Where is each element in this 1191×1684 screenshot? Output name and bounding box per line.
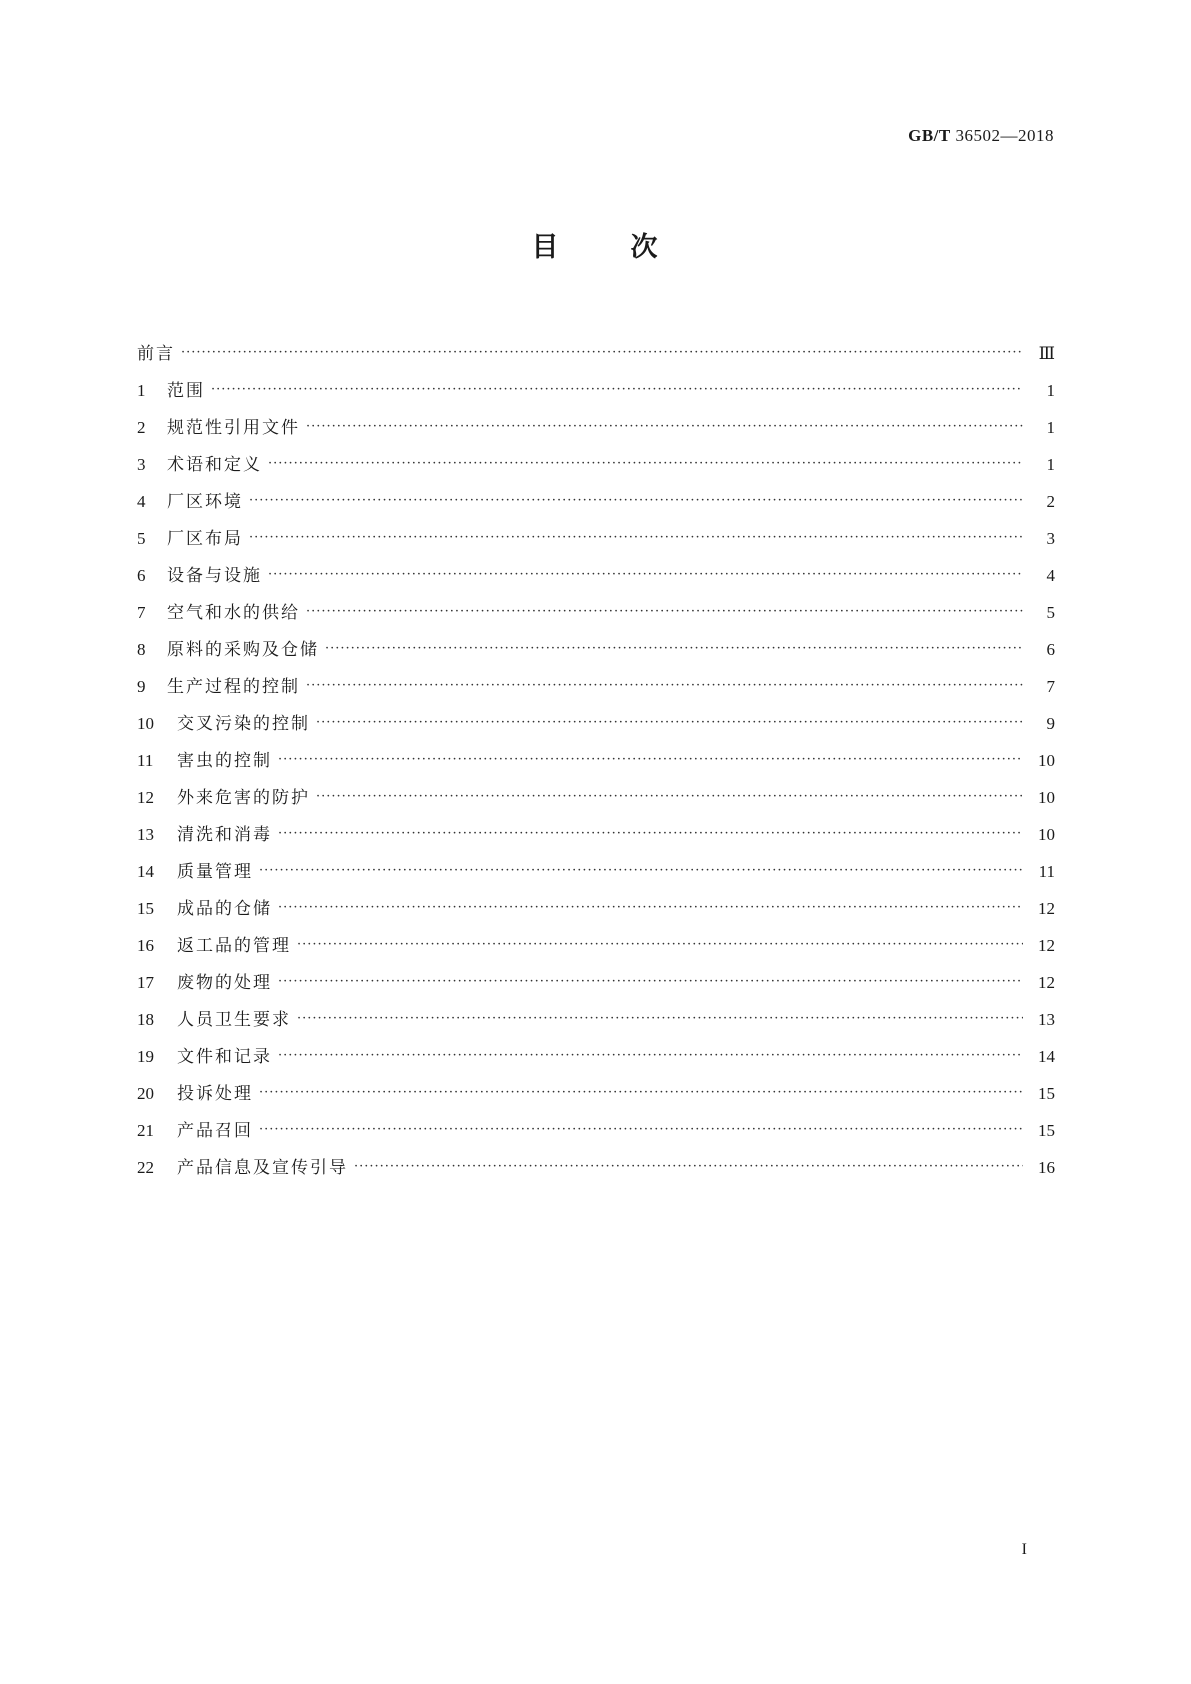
toc-entry-number: 8 (137, 640, 146, 659)
toc-entry-label: 质量管理 (177, 862, 253, 882)
toc-dot-leader (278, 1047, 1023, 1065)
toc-dot-leader (297, 936, 1023, 954)
toc-entry[interactable] (137, 365, 1055, 402)
toc-entry-label: 废物的处理 (177, 973, 272, 993)
toc-entry-label: 范围 (167, 381, 205, 401)
toc-dot-leader (325, 640, 1023, 658)
toc-entry-page: 12 (1038, 936, 1055, 955)
toc-entry[interactable] (137, 550, 1055, 587)
toc-entry-label: 返工品的管理 (177, 936, 291, 956)
standard-prefix: GB/T (908, 126, 951, 145)
toc-entry[interactable] (137, 513, 1055, 550)
toc-dot-leader (316, 714, 1023, 732)
toc-entry-number: 16 (137, 936, 154, 955)
toc-entry-number: 19 (137, 1047, 154, 1066)
toc-dot-leader (268, 566, 1023, 584)
toc-entry-page: 9 (1046, 714, 1055, 733)
toc-entry-page: 6 (1046, 640, 1055, 659)
page-title (0, 225, 1191, 264)
toc-entry-page: Ⅲ (1038, 344, 1055, 363)
toc-entry[interactable] (137, 1031, 1055, 1068)
toc-entry[interactable] (137, 1142, 1055, 1179)
toc-entry-number: 14 (137, 862, 154, 881)
toc-dot-leader (316, 788, 1023, 806)
toc-entry[interactable] (137, 439, 1055, 476)
toc-entry-page: 11 (1038, 862, 1055, 881)
toc-entry-label: 设备与设施 (167, 566, 262, 586)
toc-dot-leader (259, 1084, 1023, 1102)
page-title-char-1: 目 (531, 232, 561, 263)
standard-code (908, 126, 1054, 146)
toc-entry-page: 1 (1046, 455, 1055, 474)
toc-entry-number: 15 (137, 899, 154, 918)
toc-dot-leader (278, 899, 1023, 917)
page-number: I (1021, 1541, 1027, 1558)
toc-entry[interactable] (137, 809, 1055, 846)
toc-dot-leader (259, 1121, 1023, 1139)
toc-entry[interactable] (137, 957, 1055, 994)
toc-entry-number: 9 (137, 677, 146, 696)
toc-entry-page: 2 (1046, 492, 1055, 511)
toc-dot-leader (211, 381, 1023, 399)
toc-dot-leader (249, 492, 1023, 510)
toc-dot-leader (181, 344, 1023, 362)
toc-entry-number: 3 (137, 455, 146, 474)
page-title-char-2: 次 (630, 232, 660, 263)
toc-entry[interactable] (137, 735, 1055, 772)
toc-entry-number: 12 (137, 788, 154, 807)
toc-entry-page: 4 (1046, 566, 1055, 585)
toc-entry-page: 10 (1038, 788, 1055, 807)
toc-dot-leader (259, 862, 1023, 880)
toc-dot-leader (278, 825, 1023, 843)
toc-entry-number: 11 (137, 751, 154, 770)
toc-entry-label: 厂区布局 (167, 529, 243, 549)
toc-entry-number: 7 (137, 603, 146, 622)
toc-entry-page: 15 (1038, 1084, 1055, 1103)
toc-entry-number: 2 (137, 418, 146, 437)
toc-entry[interactable] (137, 772, 1055, 809)
toc-entry-page: 7 (1046, 677, 1055, 696)
toc-entry-label: 外来危害的防护 (177, 788, 310, 808)
toc-entry-label: 交叉污染的控制 (177, 714, 310, 734)
toc-dot-leader (297, 1010, 1023, 1028)
toc-entry-number: 20 (137, 1084, 154, 1103)
toc-entry-page: 5 (1046, 603, 1055, 622)
toc-entry-number: 1 (137, 381, 146, 400)
toc-dot-leader (249, 529, 1023, 547)
toc-entry-number: 6 (137, 566, 146, 585)
toc-entry-label: 厂区环境 (167, 492, 243, 512)
toc-dot-leader (278, 973, 1023, 991)
toc-entry-label: 前言 (137, 344, 175, 364)
toc-entry[interactable] (137, 402, 1055, 439)
toc-entry[interactable] (137, 846, 1055, 883)
toc-entry-number: 17 (137, 973, 154, 992)
toc-entry-number: 10 (137, 714, 154, 733)
toc-entry[interactable] (137, 1105, 1055, 1142)
toc-dot-leader (306, 603, 1023, 621)
standard-number: 36502—2018 (955, 126, 1054, 145)
toc-entry[interactable] (137, 920, 1055, 957)
toc-entry-label: 产品信息及宣传引导 (177, 1158, 348, 1178)
toc-entry-label: 生产过程的控制 (167, 677, 300, 697)
toc-entry[interactable] (137, 661, 1055, 698)
toc-dot-leader (278, 751, 1023, 769)
toc-entry-number: 18 (137, 1010, 154, 1029)
toc-entry-page: 1 (1046, 418, 1055, 437)
toc-entry-label: 成品的仓储 (177, 899, 272, 919)
toc-entry-page: 3 (1046, 529, 1055, 548)
toc-entry-label: 产品召回 (177, 1121, 253, 1141)
toc-entry-page: 12 (1038, 973, 1055, 992)
toc-entry-number: 4 (137, 492, 146, 511)
toc-entry-label: 清洗和消毒 (177, 825, 272, 845)
toc-entry-number: 21 (137, 1121, 154, 1140)
toc-entry-label: 空气和水的供给 (167, 603, 300, 623)
toc-entry-page: 15 (1038, 1121, 1055, 1140)
toc-entry-page: 1 (1046, 381, 1055, 400)
toc-entry-number: 13 (137, 825, 154, 844)
toc-entry-page: 16 (1038, 1158, 1055, 1177)
toc-dot-leader (268, 455, 1023, 473)
toc-entry[interactable] (137, 624, 1055, 661)
toc-entry[interactable] (137, 698, 1055, 735)
toc-entry[interactable] (137, 994, 1055, 1031)
toc-entry-page: 13 (1038, 1010, 1055, 1029)
toc-dot-leader (354, 1158, 1023, 1176)
table-of-contents (137, 328, 1055, 1179)
toc-entry-label: 原料的采购及仓储 (167, 640, 319, 660)
toc-entry-page: 14 (1038, 1047, 1055, 1066)
toc-entry-label: 文件和记录 (177, 1047, 272, 1067)
toc-entry-number: 22 (137, 1158, 154, 1177)
toc-entry-label: 害虫的控制 (177, 751, 272, 771)
toc-entry-page: 10 (1038, 751, 1055, 770)
toc-entry-foreword[interactable] (137, 328, 1055, 365)
toc-dot-leader (306, 418, 1023, 436)
toc-entry[interactable] (137, 587, 1055, 624)
toc-entry[interactable] (137, 883, 1055, 920)
toc-entry-label: 投诉处理 (177, 1084, 253, 1104)
toc-entry-label: 规范性引用文件 (167, 418, 300, 438)
toc-entry-number: 5 (137, 529, 146, 548)
toc-entry[interactable] (137, 476, 1055, 513)
toc-entry[interactable] (137, 1068, 1055, 1105)
toc-entry-page: 12 (1038, 899, 1055, 918)
toc-entry-label: 人员卫生要求 (177, 1010, 291, 1030)
toc-entry-page: 10 (1038, 825, 1055, 844)
toc-dot-leader (306, 677, 1023, 695)
toc-entry-label: 术语和定义 (167, 455, 262, 475)
